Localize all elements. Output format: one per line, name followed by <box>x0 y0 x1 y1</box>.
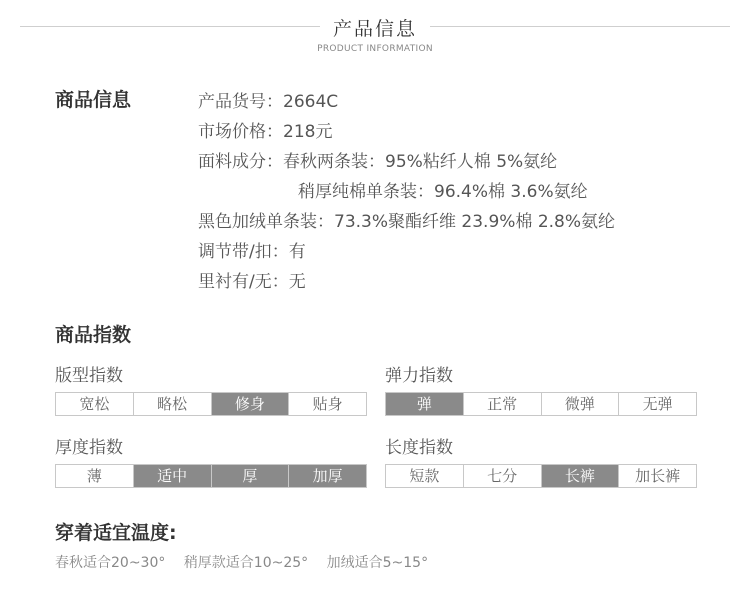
thickness-option-thin: 薄 <box>56 465 134 487</box>
fit-index-scale <box>55 392 367 416</box>
fit-option-loose: 宽松 <box>56 393 134 415</box>
header-subtitle: PRODUCT INFORMATION <box>317 44 433 54</box>
fit-index-label: 版型指数 <box>55 366 123 386</box>
temperature-section-title: 穿着适宜温度: <box>55 522 177 544</box>
indices-section-title: 商品指数 <box>55 324 132 346</box>
header-title: 产品信息 <box>332 18 417 40</box>
fit-option-relaxed: 略松 <box>134 393 212 415</box>
info-row-price: 市场价格：218元 <box>198 122 333 142</box>
length-option-short: 短款 <box>386 465 464 487</box>
thickness-index-label: 厚度指数 <box>55 438 123 458</box>
info-row-lining: 里衬有/无：无 <box>198 272 306 292</box>
stretch-option-normal: 正常 <box>464 393 542 415</box>
length-index-scale <box>385 464 697 488</box>
stretch-index-label: 弹力指数 <box>385 366 453 386</box>
info-row-sku: 产品货号：2664C <box>198 92 339 112</box>
thickness-option-medium: 适中 <box>134 465 212 487</box>
thickness-option-thick: 厚 <box>212 465 290 487</box>
stretch-index-scale <box>385 392 697 416</box>
info-row-fabric-thick: 稍厚纯棉单条装：96.4%棉 3.6%氨纶 <box>298 182 588 202</box>
temperature-fleece: 加绒适合5~15° <box>326 555 429 571</box>
info-row-strap: 调节带/扣：有 <box>198 242 306 262</box>
thickness-index-scale <box>55 464 367 488</box>
temperature-list <box>55 552 442 572</box>
info-row-fabric: 面料成分：春秋两条装：95%粘纤人棉 5%氨纶 <box>198 152 558 172</box>
temperature-thick: 稍厚款适合10~25° <box>183 555 309 571</box>
length-index-label: 长度指数 <box>385 438 453 458</box>
length-option-cropped: 七分 <box>464 465 542 487</box>
info-row-fabric-fleece: 黑色加绒单条装：73.3%聚酯纤维 23.9%棉 2.8%氨纶 <box>198 212 616 232</box>
length-option-long: 长裤 <box>542 465 620 487</box>
stretch-option-none: 无弹 <box>642 395 673 413</box>
info-section-title: 商品信息 <box>55 89 132 111</box>
stretch-option-stretch: 弹 <box>386 393 464 415</box>
length-option-extra-long: 加长裤 <box>635 467 681 485</box>
temperature-spring-autumn: 春秋适合20~30° <box>55 555 166 571</box>
thickness-option-extra-thick: 加厚 <box>289 465 366 487</box>
fit-option-slim: 修身 <box>212 393 290 415</box>
fit-option-tight: 贴身 <box>312 395 343 413</box>
stretch-option-slight: 微弹 <box>542 393 620 415</box>
